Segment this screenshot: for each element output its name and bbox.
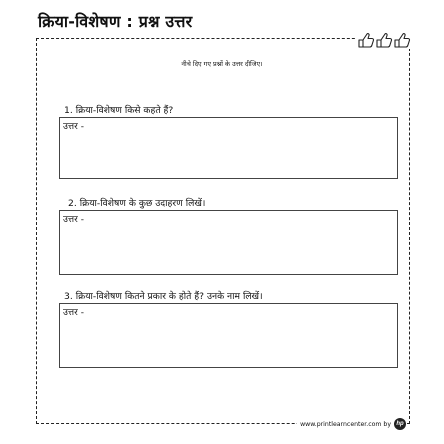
question-text: क्रिया-विशेषण के कुछ उदाहरण लिखें। xyxy=(79,198,206,209)
question-3 xyxy=(64,289,263,302)
instruction-text: नीचे दिए गए प्रश्नों के उत्तर दीजिए। xyxy=(181,60,263,68)
answer-box-3[interactable] xyxy=(59,303,398,368)
answer-box-1[interactable] xyxy=(59,117,398,179)
thumbs-up-icon xyxy=(359,34,374,47)
answer-box-2[interactable] xyxy=(59,210,398,275)
footer xyxy=(297,418,406,430)
question-number: 1. xyxy=(64,105,73,116)
question-number: 2. xyxy=(68,198,77,209)
answer-label: उत्तर - xyxy=(63,308,84,318)
thumbs-up-icon-group xyxy=(356,29,414,49)
footer-credit: www.printlearncenter.com by xyxy=(300,420,391,428)
question-2 xyxy=(68,196,205,209)
thumbs-up-icon xyxy=(377,34,392,47)
thumbs-up-icon xyxy=(395,34,410,47)
question-number: 3. xyxy=(64,291,73,302)
question-1 xyxy=(64,103,173,116)
question-text: क्रिया-विशेषण किसे कहते हैं? xyxy=(75,105,174,116)
answer-label: उत्तर - xyxy=(63,122,84,132)
worksheet-title: क्रिया-विशेषण : प्रश्न उत्तर xyxy=(38,12,193,31)
answer-label: उत्तर - xyxy=(63,215,84,225)
question-text: क्रिया-विशेषण कितने प्रकार के होते हैं? उनके नाम लिखें। xyxy=(75,291,263,302)
hp-logo-icon: hp xyxy=(394,418,406,430)
